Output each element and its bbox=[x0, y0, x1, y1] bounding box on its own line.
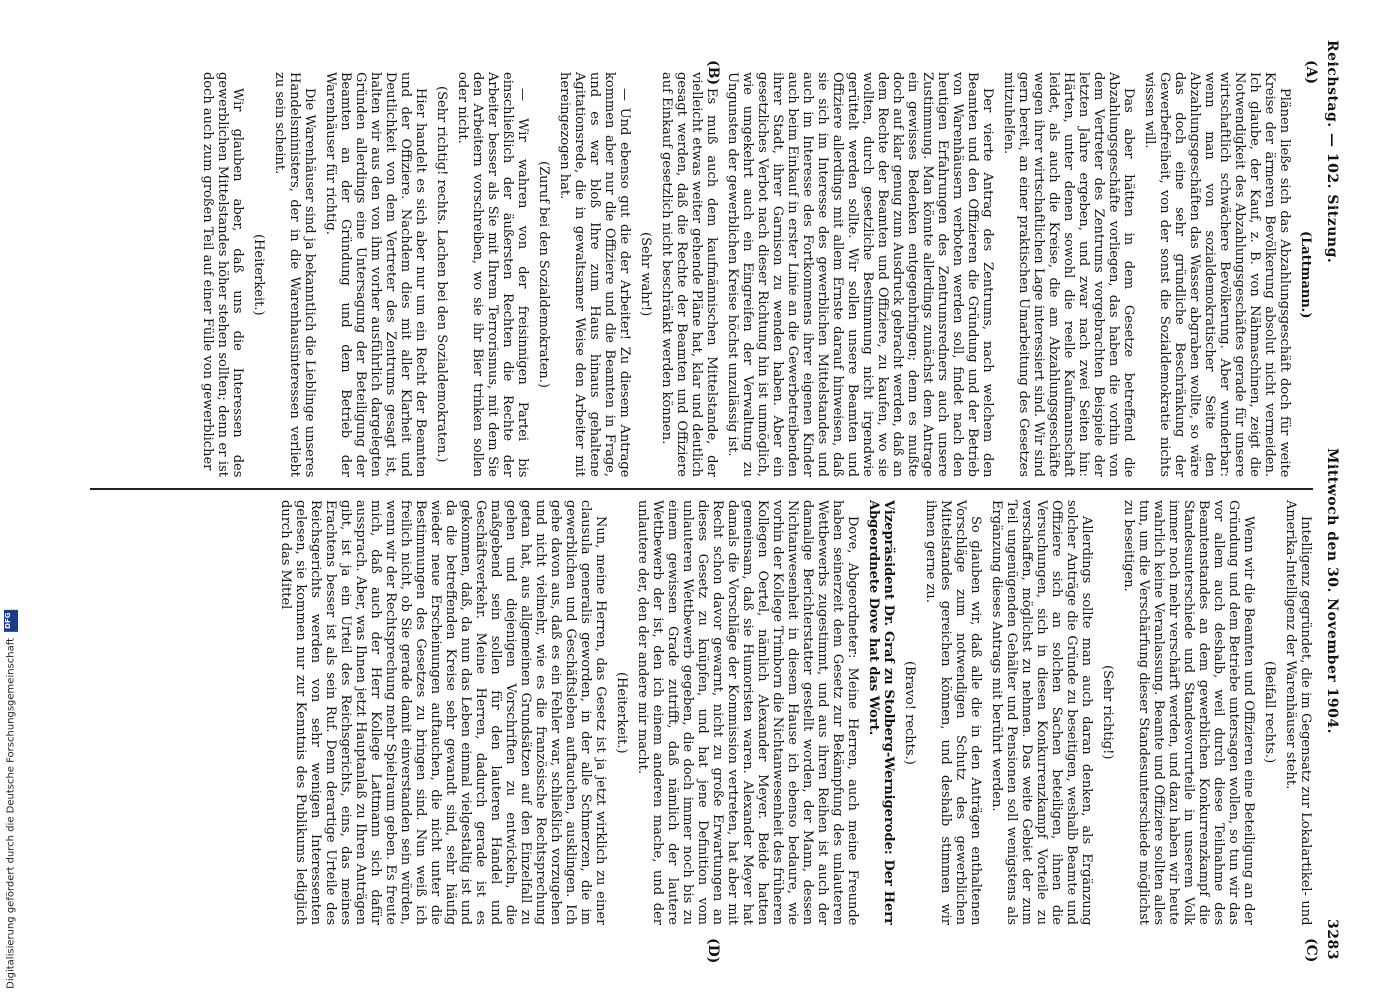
digitization-footer bbox=[4, 610, 18, 989]
paragraph: So glauben wir, daß alle die in den Anträgen enthaltenen Vorschläge zum notwendigen Schutz des gewerblichen Mittelstandes gereichen können, und deshalb stimmen wir ihnen gerne zu. bbox=[923, 500, 983, 925]
text-column-right bbox=[133, 500, 1313, 925]
paragraph: — Und ebenso gut die der Arbeiter! Zu diesem Antrage kommen aber nur die Offiziere und die Beamten in Frage, und es war bloß Ihre zum Haus hinaus gehaltene Agitationsrede, die in gewaltsamer Weise den Arbeiter mit hereingezogen hat. bbox=[557, 72, 632, 477]
paragraph: Hier handelt es sich aber nur um ein Recht der Beamten und der Offiziere. Nachdem dies mit aller Klarheit und Deutlichkeit von dem Vertreter des Zentrums gesagt ist, halten wir aus den von ihm vorher ausführlich dargelegten Gründen allerdings eine Untersagung der Beteiligung der Beamten an der Gründung und dem Betrieb der Warenhäuser für richtig. bbox=[323, 72, 428, 477]
paragraph: Intelligenz gegründet, die im Gegensatz zur Lokalartikel- und Amerika-Intelligenz der Warenhäuser steht. bbox=[1283, 500, 1313, 925]
paragraph: Plänen ließe sich das Abzahlungsgeschäft doch für weite Kreise der ärmeren Bevölkerung absolut nicht vermeiden. Ich glaube, der Kauf, z. B. von Nähmaschinen, zeigt die Notwendigkeit des Abzahlungsgeschäftes gerade für unsere wirtschaftlich schwächere Bevölkerung. Aber wunderbar: wenn man von sozialdemokratischer Seite den Abzahlungsgeschäften das Wasser abgraben wollte, so wäre das doch eine sehr gründliche Beschränkung der Gewerbefreiheit, von der sonst die Sozialdemokratie nichts wissen will. bbox=[1142, 72, 1292, 477]
interjection: (Zuruf bei den Sozialdemokraten.) bbox=[536, 161, 551, 388]
paragraph: Wir glauben aber, daß uns die Interessen des gewerblichen Mittelstandes höher stehen sollten; denn er ist doch auch zum großen Teil auf einer Fülle von gewerblicher bbox=[200, 72, 245, 477]
speaker-tag: (Lattmann.) bbox=[1298, 230, 1313, 319]
margin-letter-b: (B) bbox=[705, 60, 721, 86]
paragraph: Allerdings sollte man auch daran denken, als Ergänzung solcher Anträge die Gründe zu beseitigen, weshalb Beamte und Offiziere sich an solchen Sachen beteiligen, ihnen die Versuchungen, sich in diesen Konkurrenzkampf Vorteile zu verschaffen, möglichst zu nehmen. Das weite Gebiet der zum Teil ungenügenden Gehälter und Pensionen soll wenigstens als Ergänzung dieses Antrags mit berührt werden. bbox=[989, 500, 1094, 925]
dfg-logo: DFG bbox=[4, 610, 18, 632]
paragraph: Es muß auch dem kaufmännischen Mittelstande, der vielleicht etwas weiter gehende Pläne hat, klar und deutlich gesagt werden, daß die Rechte der Beamten und Offiziere auf Einkauf gesetzlich nicht beschränkt werden können. bbox=[659, 72, 719, 477]
paragraph: Wenn wir die Beamten und Offizieren eine Beteiligung an der Gründung und dem Betriebe untersagen wollen, so tun wir das vor allem auch deshalb, weil durch diese Teilnahme des Beamtenstandes an dem gewerblichen Konkurrenzkampf die Standesunterschiede und Standesvorurteile in unserem Volk immer noch mehr verschärft werden, und dazu haben wir heute wahrlich keine Veranlassung. Beamte und Offiziere sollten alles tun, um die Verschärfung dieser Standesunterschiede möglichst zu beseitigen. bbox=[1121, 500, 1256, 925]
text-column-left bbox=[133, 72, 1313, 477]
footer-text: Digitalisierung gefördert durch die Deutsche Forschungsgemeinschaft bbox=[5, 638, 17, 989]
column-divider bbox=[90, 488, 1313, 490]
speaker-announcement: Vizepräsident Dr. Graf zu Stolberg-Wernigerode: Der Herr Abgeordnete Dove hat das Wort. bbox=[866, 500, 896, 925]
interjection: (Heiterkeit.) bbox=[614, 671, 629, 754]
page-number: 3283 bbox=[1324, 919, 1340, 960]
interjection: (Sehr wahr!) bbox=[638, 232, 653, 317]
interjection: (Bravo! rechts.) bbox=[902, 660, 917, 765]
paragraph: Das aber hätten in dem Gesetze betreffend die Abzahlungsgeschäfte vorliegen, das haben die vorhin von dem Vertreter des Zentrums vorgebrachten Beispiele der letzten Jahre ergeben, und zwar nach zwei Seiten hin: Härten, unter denen sowohl die reelle Kaufmannschaft leidet, als auch die Kreise, die am Abzahlungsgeschäfte wegen ihrer wirtschaftlichen Lage interessiert sind. Wir sind gern bereit, an einer praktischen Umarbeitung des Gesetzes mitzuhelfen. bbox=[1001, 72, 1136, 477]
interjection: (Heiterkeit.) bbox=[251, 233, 266, 316]
margin-letter-d: (D) bbox=[705, 938, 721, 964]
interjection: (Beifall rechts.) bbox=[1262, 661, 1277, 764]
paragraph: Dove, Abgeordneter: Meine Herren, auch meine Freunde haben seinerzeit dem Gesetz zur Bekämpfung des unlauteren Wettbewerbs zugestimmt, und aus ihren Reihen ist auch der damalige Berichterstatter gestellt worden, der Mann, dessen Nichtanwesenheit in diesem Hause ich ebenso bedaure, wie vorhin der Kollege Trimborn die Nichtanwesenheit des früheren Kollegen Oertel, nämlich Alexander Meyer. Beide hatten gemeinsam, daß sie Humoristen waren. Alexander Meyer hat damals die Vorschläge der Kommission vertreten, hat aber mit Recht schon davor gewarnt, nicht zu große Erwartungen an dieses Gesetz zu knüpfen, und hat jene Definition vom unlauteren Wettbewerb gegeben, die doch immer noch bis zu einem gewissen Grade zutrifft, daß nämlich der lautere Wettbewerb der ist, den ich einem anderen mache, und der unlautere der, den der andere mir macht. bbox=[635, 500, 860, 925]
header-session: Reichstag. — 102. Sitzung. bbox=[1324, 40, 1340, 264]
paragraph: Der vierte Antrag des Zentrums, nach welchem den Beamten und den Offizieren die Gründung und der Betrieb von Warenhäusern verboten werden soll, findet nach den heutigen Erfahrungen des Zentrumsredners auch unsere Zustimmung. Man könnte allerdings zunächst dem Antrage ein gewisses Bedenken entgegenbringen; denn es mußte doch auf klar genug zum Ausdruck gebracht werden, daß an dem Rechte der Beamten und Offiziere, zu kaufen, wo sie wollten, durch gesetzliche Bestimmung nicht irgendwie gerüttelt werden sollte. Wir sollen unsere Beamten und Offiziere allerdings mit allem Ernste darauf hinweisen, daß sie sich im Interesse des gewerblichen Mittelstandes und auch im Interesse des Fortkommens ihrer eigenen Kinder auch beim Einkauf in erster Linie an die Gewerbetreibenden ihrer Stadt, ihrer Garnison zu wenden haben. Aber ein gesetzliches Verbot nach dieser Richtung hin ist unmöglich, wie umgekehrt auch ein Eingreifen der Verwaltung zu Ungunsten der gewerblichen Kreise höchst unzulässig ist. bbox=[725, 72, 995, 477]
paragraph: Die Warenhäuser sind ja bekanntlich die Lieblinge unseres Handelsministers, der in die Warenhausinteressen verliebt zu sein scheint. bbox=[272, 72, 317, 477]
paragraph: — Wir wahren von der freisinnigen Partei bis einschließlich der äußersten Rechten die Rechte der Arbeiter besser als Sie mit Ihrem Terrorismus, mit dem Sie den Arbeitern vorschreiben, wo sie ihr Bier trinken sollen oder nicht. bbox=[455, 72, 530, 477]
margin-letter-a: (A) bbox=[1303, 60, 1319, 85]
interjection: (Sehr richtig!) bbox=[1100, 665, 1115, 760]
header-date: Mittwoch den 30. November 1904. bbox=[1324, 448, 1340, 735]
interjection: (Sehr richtig! rechts. Lachen bei den Sozialdemokraten.) bbox=[434, 86, 449, 463]
paragraph: Nun, meine Herren, das Gesetz ist ja jetzt wirklich zu einer clausula generalis geworden, in der alle Schmerzen, die im gewerblichen und Geschäftsleben auftauchen, ausklingen. Ich gehe davon aus, daß es ein Fehler war, schließlich vorzugehen und nicht vielmehr, wie es die französische Rechtsprechung getan hat, aus allgemeinen Grundsätzen auf den Einzelfall zu gehen und diejenigen Vorschriften zu entwickeln, die maßgebend sein sollen für den lauteren Handel und Geschäftsverkehr. Meine Herren, dadurch gerade ist es gekommen, daß, da nun das Leben einmal vielgestaltig ist und da die betreffenden Kreise sehr gewandt sind, sehr häufig wieder neue Erscheinungen auftauchen, die nicht unter die Bestimmungen des Gesetzes zu bringen sind. Nun weiß ich freilich nicht, ob Sie gerade damit einverstanden sein würden, wenn wir der Rechtsprechung mehr Spielraum geben. Es freute mich, daß auch der Herr Kollege Lattmann sich dafür aussprach. Aber, was Ihnen jetzt Hauptanlaß zu Ihren Anträgen gibt, ist ja ein Urteil des Reichsgerichts, eins, das meines Erachtens besser ist als sein Ruf. Denn derartige Urteile des Reichsgerichts werden von sehr wenigen Interessenten gelesen, sie kommen nur zur Kenntnis des Publikums lediglich durch das Mittel bbox=[278, 500, 608, 925]
margin-letter-c: (C) bbox=[1303, 938, 1319, 963]
page-header bbox=[1321, 40, 1343, 960]
